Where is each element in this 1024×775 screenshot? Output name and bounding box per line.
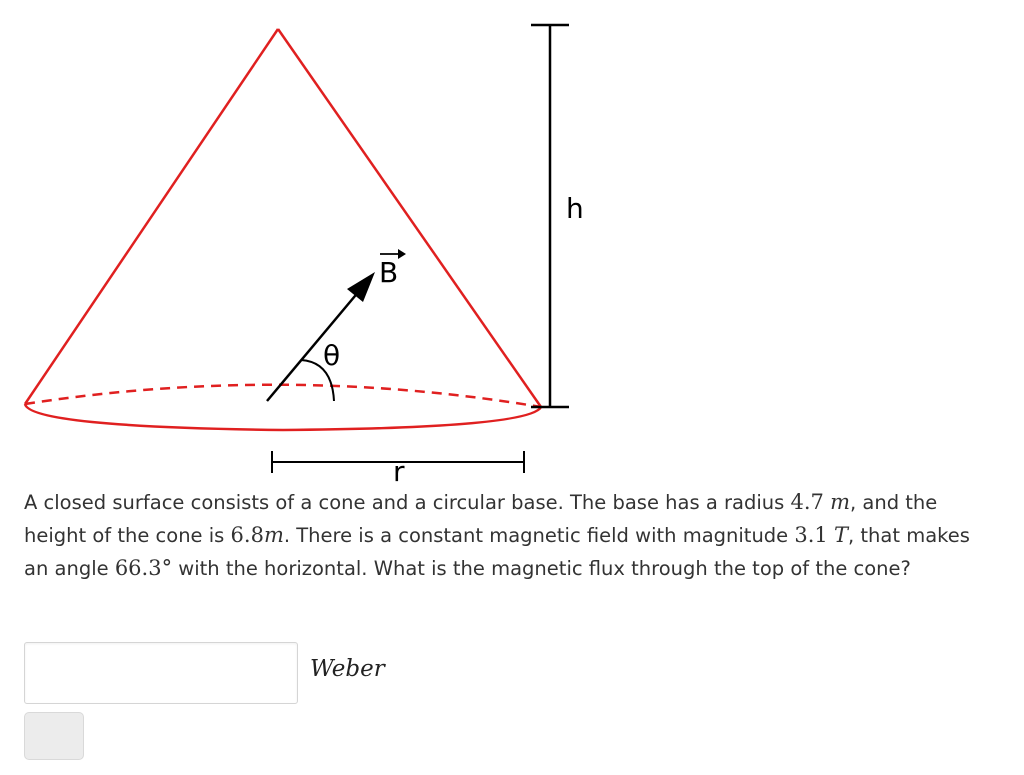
b-vector-label: B	[379, 256, 399, 289]
base-front-solid	[25, 404, 541, 430]
radius-unit: m	[830, 490, 850, 514]
theta-label: θ	[323, 339, 341, 372]
answer-input[interactable]	[24, 642, 298, 704]
question-part2: , and the height of the cone is	[24, 491, 938, 547]
height-unit: m	[263, 523, 284, 547]
angle-value: 66.3	[114, 556, 162, 580]
height-value: 6.8	[230, 523, 264, 547]
radius-label: r	[393, 455, 405, 488]
question-part3: . There is a constant magnetic field with magnitude	[283, 524, 795, 547]
b-vector-overarrow-head	[398, 249, 406, 259]
unit-label: Weber	[310, 656, 385, 682]
cone-left-edge	[25, 29, 278, 404]
radius-value: 4.7	[790, 490, 824, 514]
cone-right-edge	[278, 29, 541, 407]
field-unit: T	[834, 523, 849, 547]
question-text	[24, 486, 999, 585]
base-back-dashed	[25, 385, 541, 407]
b-vector-arrowhead	[347, 272, 375, 302]
question-part1: A closed surface consists of a cone and a circular base. The base has a radius	[24, 491, 791, 514]
submit-button[interactable]	[24, 712, 84, 760]
angle-unit: °	[161, 556, 173, 580]
question-part5: with the horizontal. What is the magnetic flux through the top of the cone?	[172, 557, 911, 580]
field-value: 3.1	[794, 523, 828, 547]
height-label: h	[566, 192, 584, 225]
question-part4: , that makes an angle	[24, 524, 970, 580]
